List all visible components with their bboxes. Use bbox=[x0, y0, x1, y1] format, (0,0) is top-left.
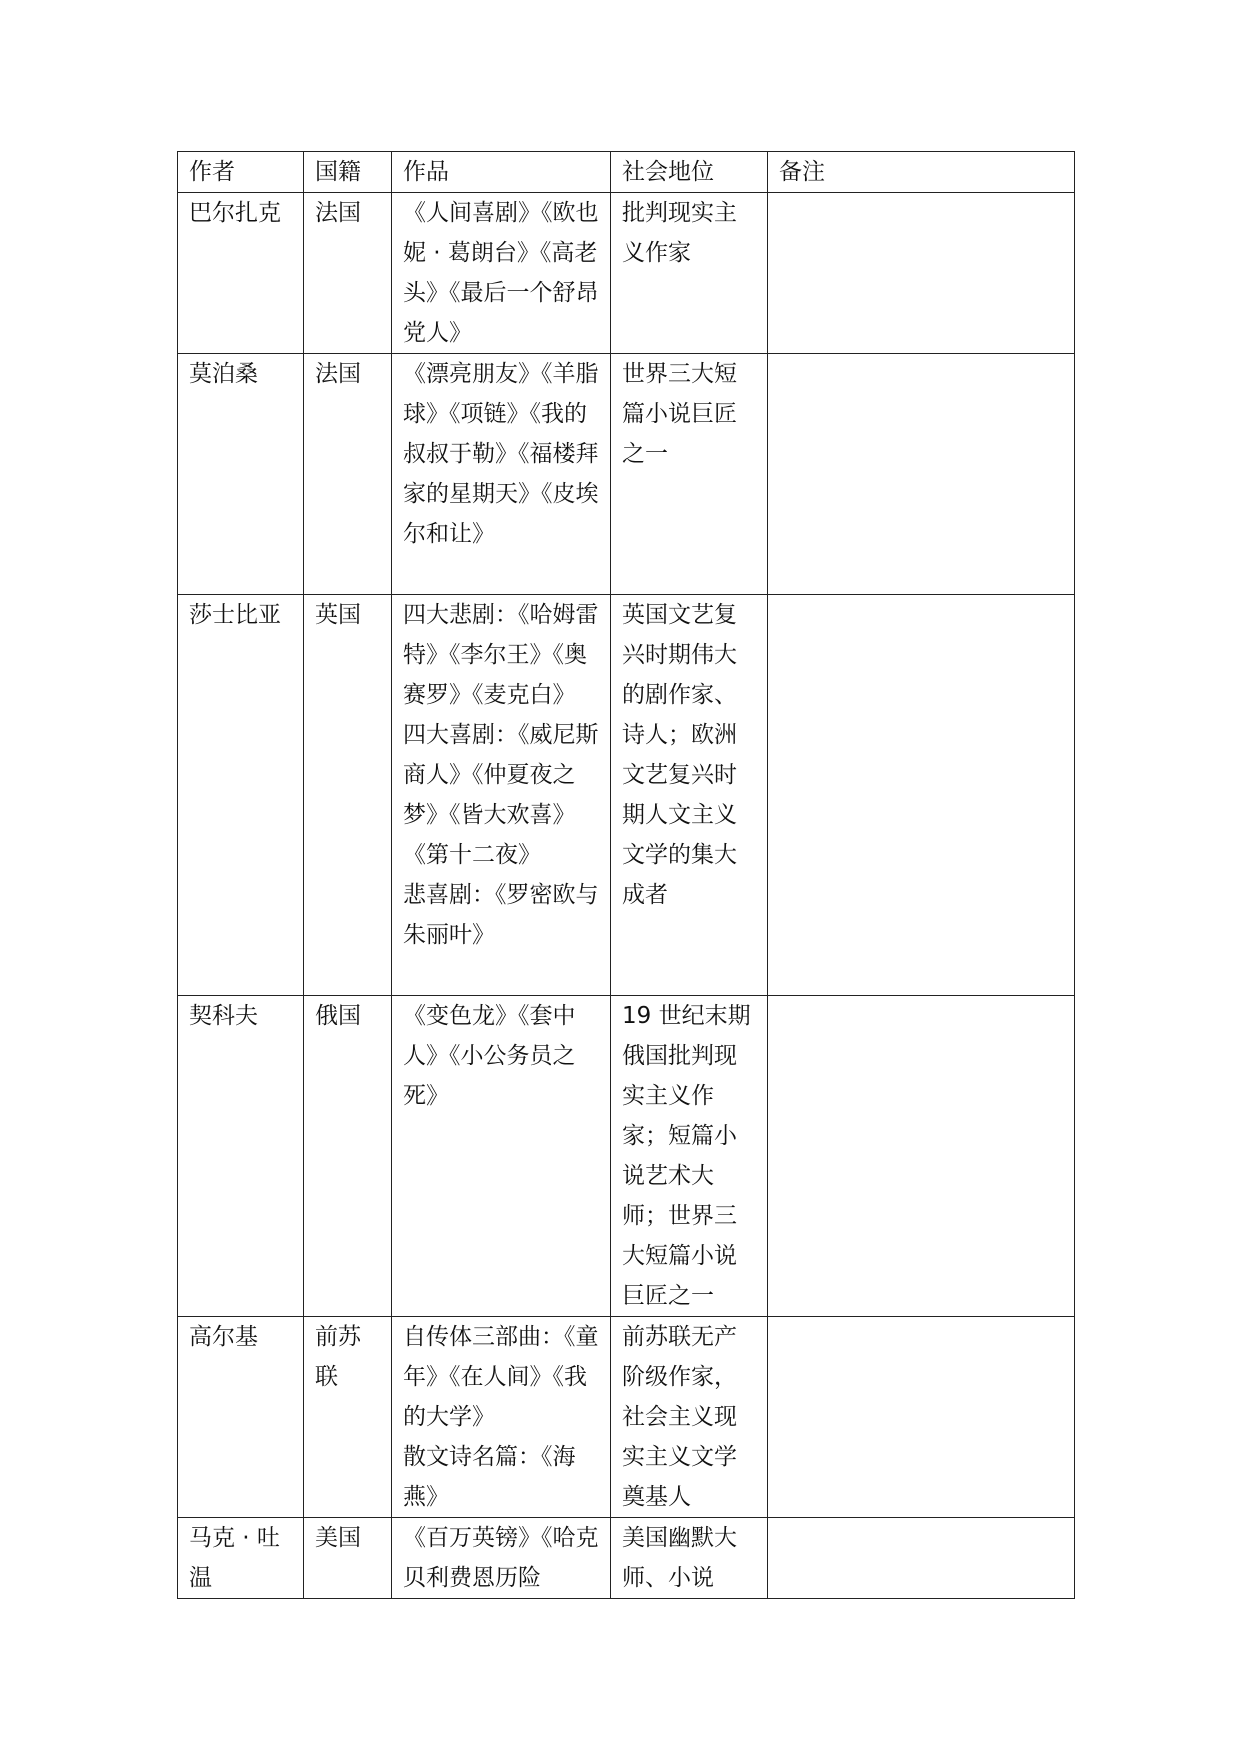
cell-works: 四大悲剧：《哈姆雷特》《李尔王》《奥赛罗》《麦克白》 四大喜剧：《威尼斯商人》《仲夏夜之梦》《皆大欢喜》《第十二夜》 悲喜剧：《罗密欧与朱丽叶》 bbox=[392, 595, 611, 996]
cell-author: 巴尔扎克 bbox=[178, 193, 304, 354]
cell-status: 世界三大短篇小说巨匠之一 bbox=[611, 354, 768, 595]
cell-author: 高尔基 bbox=[178, 1317, 304, 1518]
cell-nationality: 前苏联 bbox=[304, 1317, 392, 1518]
cell-author: 莎士比亚 bbox=[178, 595, 304, 996]
cell-author: 马克 · 吐温 bbox=[178, 1518, 304, 1599]
cell-note bbox=[768, 996, 1075, 1317]
cell-note bbox=[768, 193, 1075, 354]
cell-status: 批判现实主义作家 bbox=[611, 193, 768, 354]
cell-works: 《人间喜剧》《欧也妮 · 葛朗台》《高老头》《最后一个舒昂党人》 bbox=[392, 193, 611, 354]
cell-works: 自传体三部曲：《童年》《在人间》《我的大学》 散文诗名篇：《海燕》 bbox=[392, 1317, 611, 1518]
cell-nationality: 英国 bbox=[304, 595, 392, 996]
cell-status: 前苏联无产阶级作家，社会主义现实主义文学奠基人 bbox=[611, 1317, 768, 1518]
cell-nationality: 法国 bbox=[304, 193, 392, 354]
cell-note bbox=[768, 1317, 1075, 1518]
cell-nationality: 美国 bbox=[304, 1518, 392, 1599]
cell-note bbox=[768, 1518, 1075, 1599]
table-row bbox=[178, 1317, 1075, 1518]
table-row bbox=[178, 354, 1075, 595]
cell-status: 英国文艺复兴时期伟大的剧作家、诗人；欧洲文艺复兴时期人文主义文学的集大成者 bbox=[611, 595, 768, 996]
header-author: 作者 bbox=[178, 152, 304, 193]
table-row bbox=[178, 1518, 1075, 1599]
cell-works: 《漂亮朋友》《羊脂球》《项链》《我的叔叔于勒》《福楼拜家的星期天》《皮埃尔和让》 bbox=[392, 354, 611, 595]
cell-note bbox=[768, 354, 1075, 595]
header-nationality: 国籍 bbox=[304, 152, 392, 193]
table-row bbox=[178, 193, 1075, 354]
header-works: 作品 bbox=[392, 152, 611, 193]
cell-works: 《变色龙》《套中人》《小公务员之死》 bbox=[392, 996, 611, 1317]
table-row bbox=[178, 595, 1075, 996]
cell-works: 《百万英镑》《哈克贝利费恩历险 bbox=[392, 1518, 611, 1599]
header-status: 社会地位 bbox=[611, 152, 768, 193]
header-note: 备注 bbox=[768, 152, 1075, 193]
cell-author: 契科夫 bbox=[178, 996, 304, 1317]
cell-nationality: 法国 bbox=[304, 354, 392, 595]
cell-author: 莫泊桑 bbox=[178, 354, 304, 595]
cell-status: 19 世纪末期俄国批判现实主义作家；短篇小说艺术大师；世界三大短篇小说巨匠之一 bbox=[611, 996, 768, 1317]
cell-status: 美国幽默大师、小说 bbox=[611, 1518, 768, 1599]
authors-table bbox=[177, 151, 1075, 1599]
cell-nationality: 俄国 bbox=[304, 996, 392, 1317]
cell-note bbox=[768, 595, 1075, 996]
table-row bbox=[178, 996, 1075, 1317]
header-row bbox=[178, 152, 1075, 193]
